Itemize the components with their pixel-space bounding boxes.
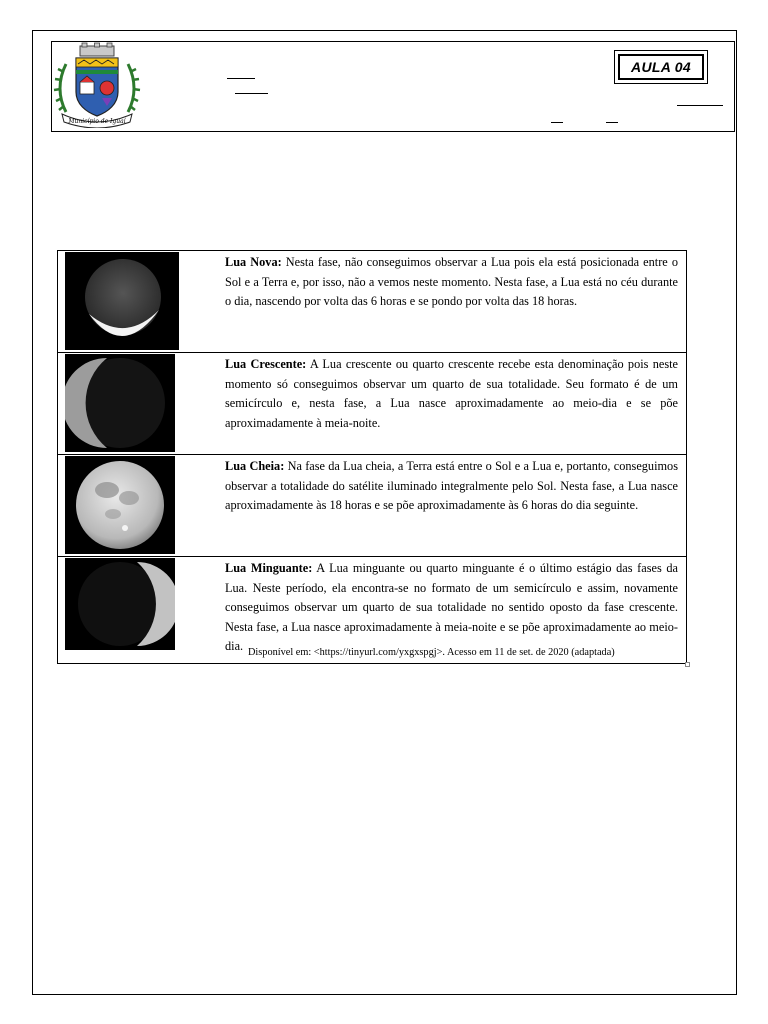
header-blank-line (551, 122, 563, 123)
waning-moon-description (225, 559, 678, 657)
waxing-moon-description (225, 355, 678, 433)
lesson-label: AULA 04 (618, 54, 704, 80)
phase-name: Lua Minguante: (225, 561, 313, 575)
phase-text: Na fase da Lua cheia, a Terra está entre o Sol e a Lua e, portanto, conseguimos observar a totalidade do satélite iluminado integralmente pelo Sol. Nesta fase, a Lua nasce aproximadamente às 18 horas e se põe aproximadamente às 6 horas do dia seguinte. (225, 459, 678, 512)
phase-name: Lua Nova: (225, 255, 282, 269)
svg-text:Município de Iguaí: Município de Iguaí (68, 118, 126, 125)
waning-moon-image (65, 558, 175, 650)
header-blank-line (606, 122, 618, 123)
new-moon-description (225, 253, 678, 312)
phase-text: A Lua minguante ou quarto minguante é o último estágio das fases da Lua. Neste período, ela encontra-se no formato de um semicírculo e assim, novamente conseguimos observar um quarto de sua totalidade no sentido oposto da fase crescente. Nesta fase, a Lua nasce aproximadamente à meia-noite e se põe aproximadamente ao meio-dia. (225, 561, 679, 653)
phase-row-new-moon (58, 251, 686, 353)
full-moon-description (225, 457, 678, 516)
header-blank-line (677, 105, 723, 106)
table-resize-handle[interactable] (685, 662, 690, 667)
new-moon-image (65, 252, 179, 350)
full-moon-image (65, 456, 175, 554)
moon-phases-table (57, 250, 687, 664)
source-citation: Disponível em: <https://tinyurl.com/yxgxspgj>. Acesso em 11 de set. de 2020 (adaptada) (248, 647, 615, 658)
waxing-moon-image (65, 354, 175, 452)
phase-text: Nesta fase, não conseguimos observar a Lua pois ela está posicionada entre o Sol e a Terra e, por isso, não a vemos neste momento. Nesta fase, a Lua está no céu durante o dia, nascendo por volta das 6 horas e se pondo por volta das 18 horas. (225, 255, 678, 308)
lesson-badge (614, 50, 708, 84)
phase-name: Lua Crescente: (225, 357, 307, 371)
phase-text: A Lua crescente ou quarto crescente recebe esta denominação pois neste momento só conseguimos observar um quarto de sua totalidade. Seu formato é de um semicírculo e, nesta fase, a Lua nasce aproximadamente ao meio-dia e se põe aproximadamente à meia-noite. (225, 357, 678, 430)
phase-row-waxing-moon (58, 353, 686, 455)
phase-name: Lua Cheia: (225, 459, 285, 473)
header-blank-line (227, 78, 255, 79)
header-blank-line (235, 93, 268, 94)
municipal-crest-logo (52, 42, 142, 128)
phase-row-full-moon (58, 455, 686, 557)
